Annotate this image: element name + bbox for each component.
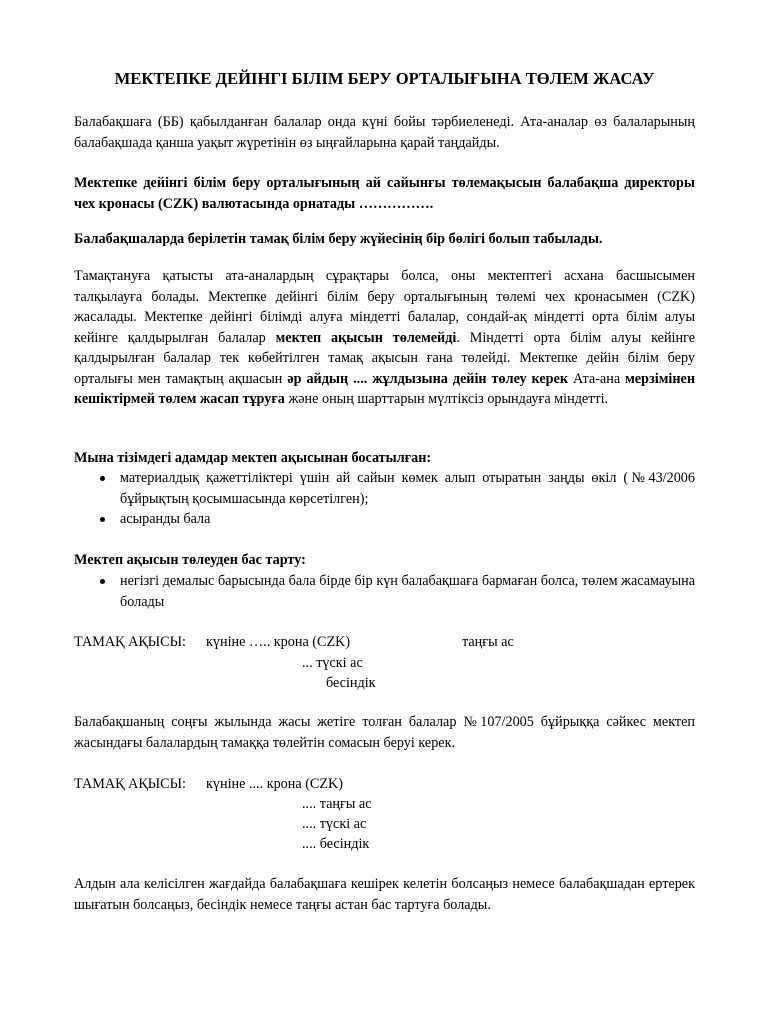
bullet-icon xyxy=(100,476,105,481)
meal-breakfast: таңғы ас xyxy=(462,634,514,650)
exempt-list xyxy=(74,468,695,530)
list-item xyxy=(74,509,695,530)
list-item xyxy=(74,571,695,612)
list-item-text: материалдық қажеттіліктері үшін ай сайын көмек алып отыратын заңды өкіл (№43/2006 бұйрықтың қосымшасында көрсетілген); xyxy=(120,470,695,507)
meal-fee-per-day-2: күніне .... крона (CZK) xyxy=(206,776,344,792)
bullet-icon xyxy=(100,517,105,522)
school-age-paragraph: Балабақшаның соңғы жылында жасы жетіге толған балалар №107/2005 бұйрыққа сәйкес мектеп жасындағы балалардың тамаққа төлейтін сомасын беруі керек. xyxy=(74,714,695,751)
meal-lunch: ... түскі ас xyxy=(302,655,363,671)
meal-snack-2: .... бесіндік xyxy=(302,836,370,852)
meal-fee-per-day: күніне ….. крона (CZK) xyxy=(206,634,351,650)
payment-rules-text-c: . Міндетті орта білім алуы кейінге қалдырылған балалар тек көбейтілген тамақ ақысын ғана төлейді. Мектепке дейін білім беру орталығы мен тамақтың ақшасын xyxy=(74,329,695,387)
list-item-text: негізгі демалыс барысында бала бірде бір күн балабақшаға бармаған болса, төлем жасамауына болады xyxy=(120,573,695,610)
payment-rules-paragraph xyxy=(74,266,695,410)
meal-breakfast-2: .... таңғы ас xyxy=(302,796,372,812)
payment-rules-text-a: Тамақтануға қатысты ата-аналардың сұрақтары болса, оны мектептегі асхана басшысымен талқылауға болады. Мектепке дейінгі білім беру орталығының төлемі чех кронасымен (CZK) жасалады. Мектепке дейінгі білімді алуға міндетті балалар, сондай-ақ міндетті орта білім алуы кейінге қалдырылған балалар xyxy=(74,268,695,346)
meal-fee-label: ТАМАҚ АҚЫСЫ: xyxy=(74,634,186,650)
no-fee-emphasis: мектеп ақысын төлемейді xyxy=(275,329,457,346)
bullet-icon xyxy=(100,579,105,584)
on-time-emphasis: мерзімінен кешіктірмей төлем жасап тұруға xyxy=(74,370,695,407)
intro-paragraph: Балабақшаға (ББ) қабылданған балалар онда күні бойы тәрбиеленеді. Ата-аналар өз балаларының балабақшада қанша уақыт жүретінін өз ыңғайларына қарай таңдайды. xyxy=(74,114,695,151)
refuse-list xyxy=(74,571,695,612)
payment-rules-text-d: Ата-ана xyxy=(568,370,626,387)
list-item xyxy=(74,468,695,509)
deadline-emphasis: әр айдың .... жұлдызына дейін төлеу керек xyxy=(287,370,569,387)
fee-set-paragraph: Мектепке дейінгі білім беру орталығының ай сайынғы төлемақысын балабақша директоры чех кронасы (CZK) валютасында орнатады ……………. xyxy=(74,175,695,212)
late-arrival-paragraph: Алдын ала келісілген жағдайда балабақшаға кешірек келетін болсаңыз немесе балабақшадан ертерек шығатын болсаңыз, бесіндік немесе таңғы астан бас тартуға болады. xyxy=(74,876,695,913)
list-item-text: асыранды бала xyxy=(120,511,211,527)
meal-fee-label-2: ТАМАҚ АҚЫСЫ: xyxy=(74,776,186,792)
meals-paragraph: Балабақшаларда берілетін тамақ білім беру жүйесінің бір бөлігі болып табылады. xyxy=(74,231,603,247)
refuse-heading: Мектеп ақысын төлеуден бас тарту: xyxy=(74,552,306,568)
exempt-heading: Мына тізімдегі адамдар мектеп ақысынан босатылған: xyxy=(74,450,432,466)
meal-lunch-2: .... түскі ас xyxy=(302,816,367,832)
payment-rules-text-e: және оның шарттарын мүлтіксіз орындауға міндетті. xyxy=(284,391,609,407)
page-title: МЕКТЕПКЕ ДЕЙІНГІ БІЛІМ БЕРУ ОРТАЛЫҒЫНА ТӨЛЕМ ЖАСАУ xyxy=(114,69,655,88)
meal-snack: бесіндік xyxy=(326,675,376,691)
